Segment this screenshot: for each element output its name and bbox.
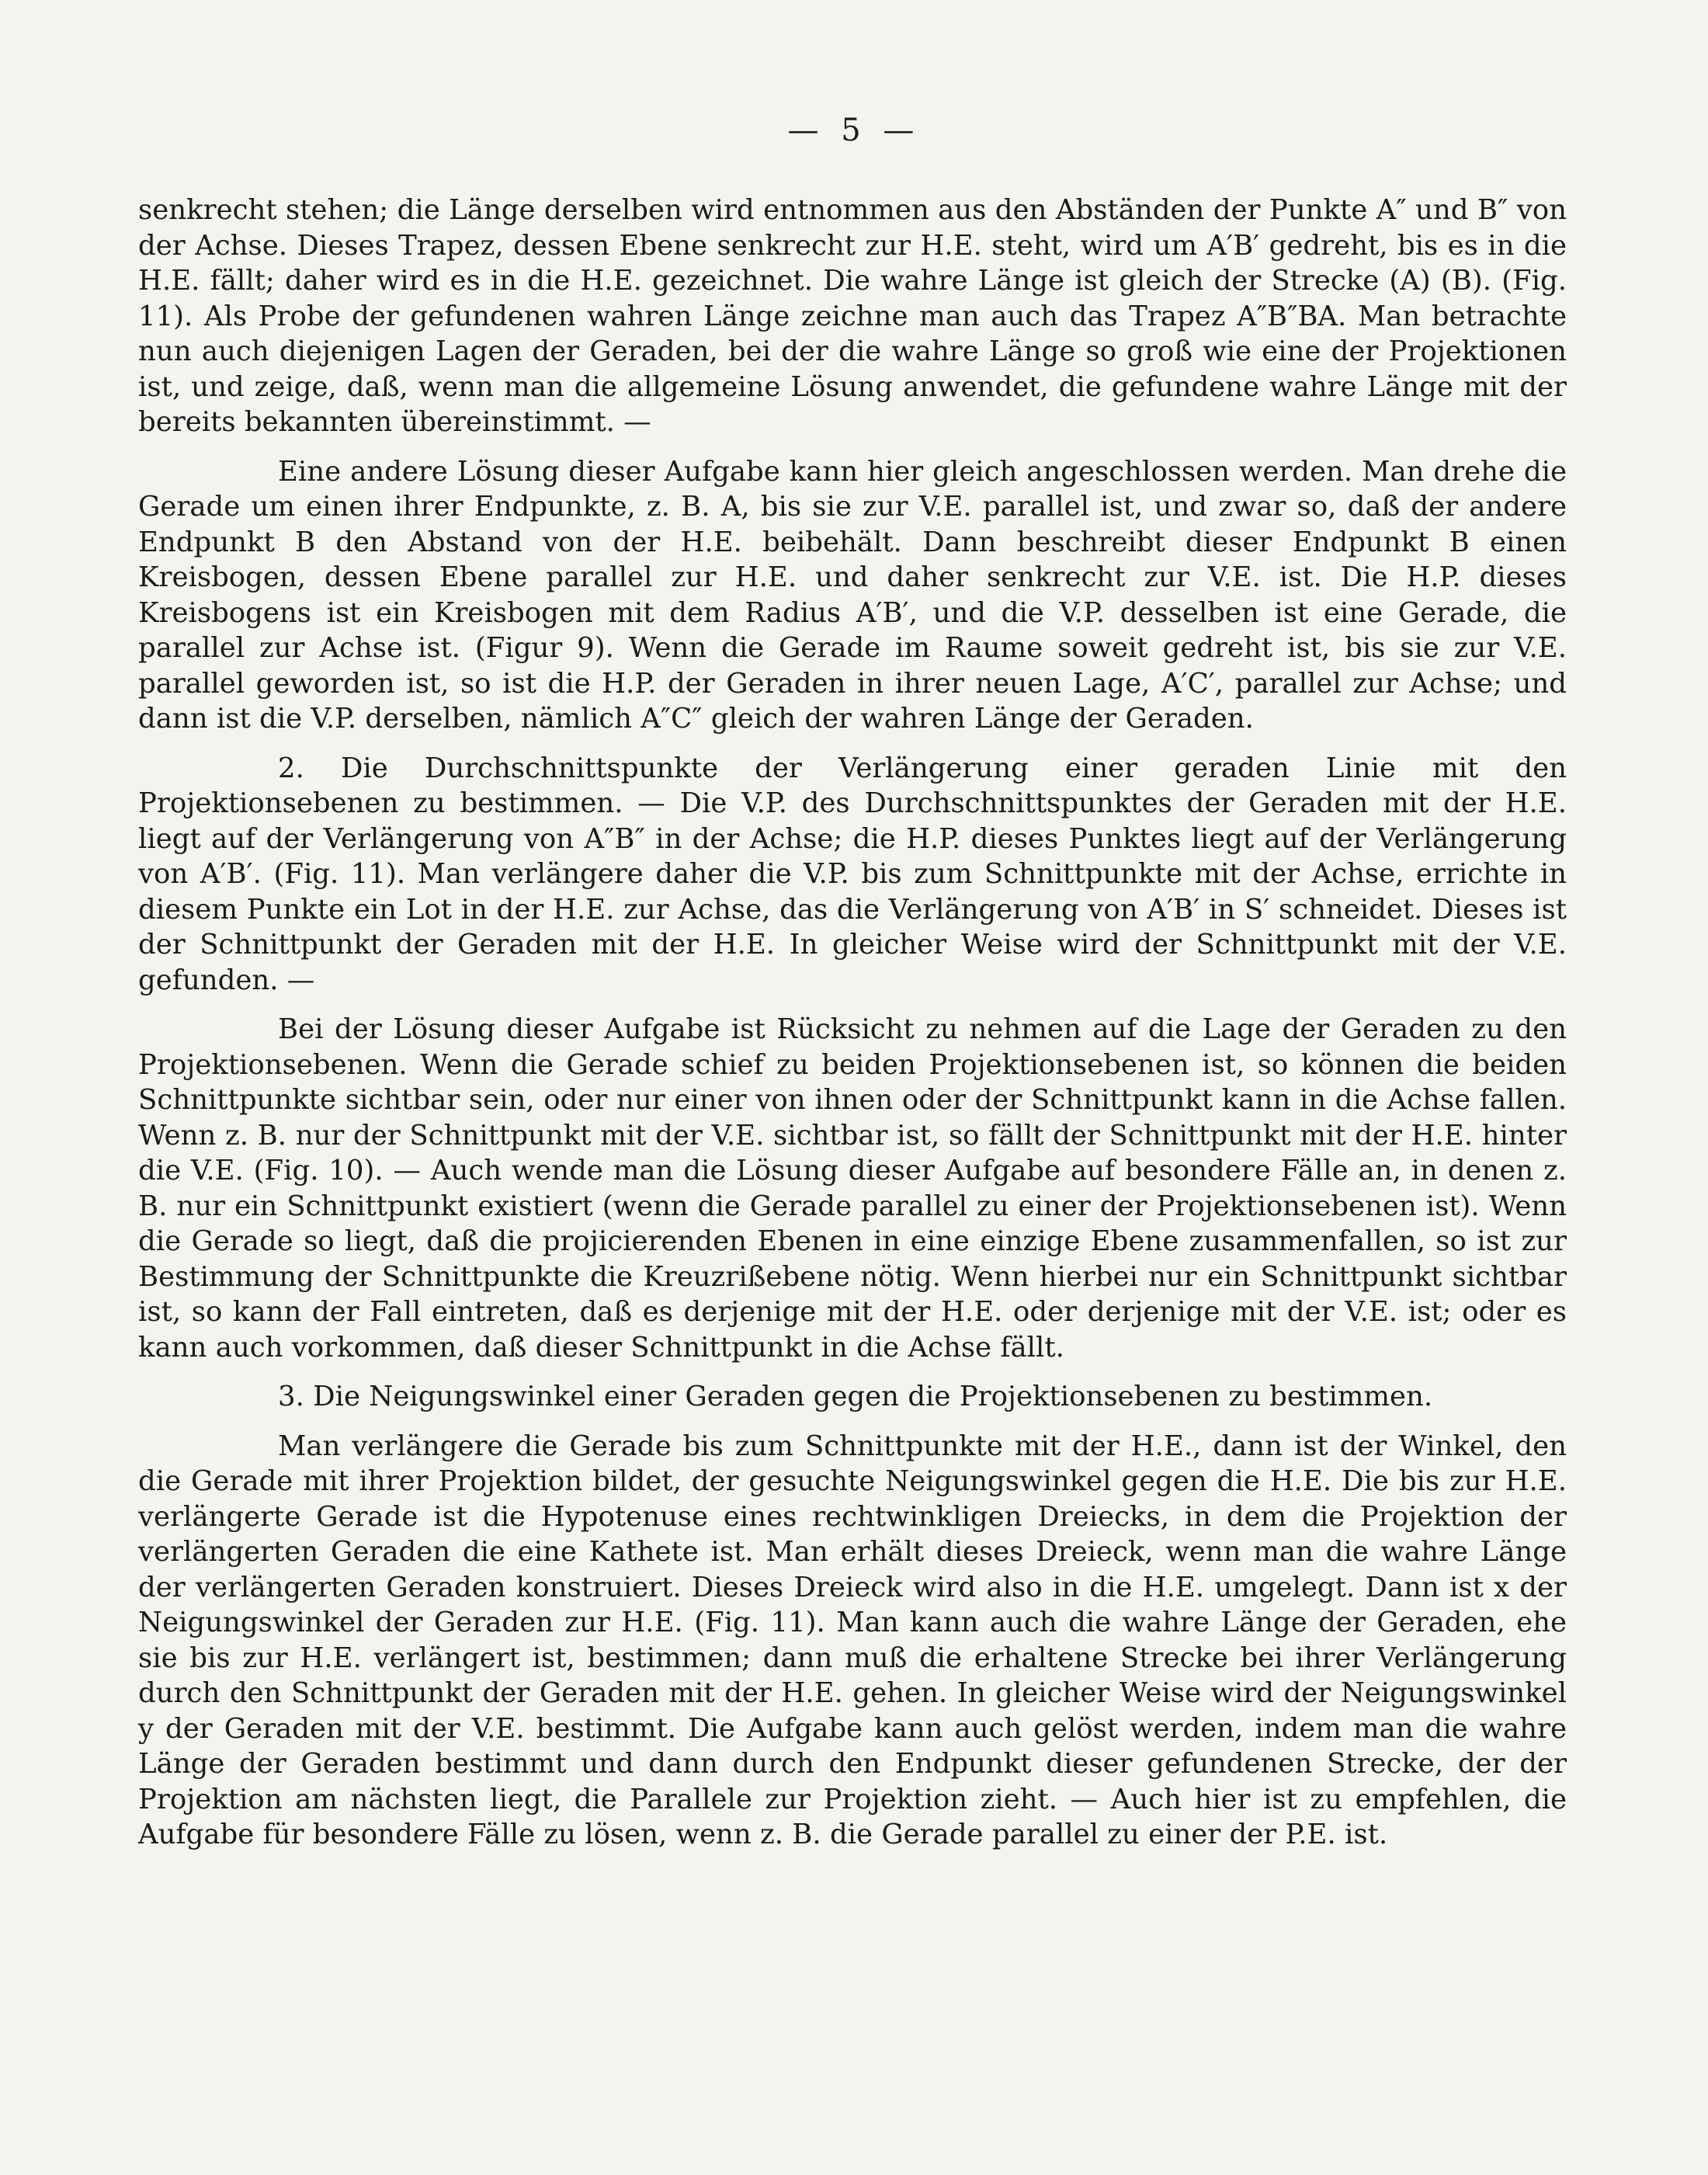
body-text	[138, 193, 1567, 1853]
paragraph-alternative-solution: Eine andere Lösung dieser Aufgabe kann hier gleich angeschlossen werden. Man drehe die Gerade um einen ihrer Endpunkte, z. B. A, bis sie zur V.E. parallel ist, und zwar so, daß der andere Endpunkt B den Abstand von der H.E. beibehält. Dann beschreibt dieser Endpunkt B einen Kreisbogen, dessen Ebene parallel zur H.E. und daher senkrecht zur V.E. ist. Die H.P. dieses Kreisbogens ist ein Kreisbogen mit dem Radius A′B′, und die V.P. desselben ist eine Gerade, die parallel zur Achse ist. (Figur 9). Wenn die Gerade im Raume soweit gedreht ist, bis sie zur V.E. parallel geworden ist, so ist die H.P. der Geraden in ihrer neuen Lage, A′C′, parallel zur Achse; und dann ist die V.P. derselben, nämlich A″C″ gleich der wahren Länge der Geraden.	[138, 455, 1567, 735]
paragraph-task-3-solution: Man verlängere die Gerade bis zum Schnittpunkte mit der H.E., dann ist der Winkel, den die Gerade mit ihrer Projektion bildet, der gesuchte Neigungswinkel gegen die H.E. Die bis zur H.E. verlängerte Gerade ist die Hypotenuse eines rechtwinkligen Dreiecks, in dem die Projektion der verlängerten Geraden die eine Kathete ist. Man erhält dieses Dreieck, wenn man die wahre Länge der verlängerten Geraden konstruiert. Dieses Dreieck wird also in die H.E. umgelegt. Dann ist x der Neigungswinkel der Geraden zur H.E. (Fig. 11). Man kann auch die wahre Länge der Geraden, ehe sie bis zur H.E. verlängert ist, bestimmen; dann muß die erhaltene Strecke bei ihrer Verlängerung durch den Schnittpunkt der Geraden mit der H.E. gehen. In gleicher Weise wird der Neigungswinkel y der Geraden mit der V.E. bestimmt. Die Aufgabe kann auch gelöst werden, indem man die wahre Länge der Geraden bestimmt und dann durch den Endpunkt dieser gefundenen Strecke, der der Projektion am nächsten liegt, die Parallele zur Projektion zieht. — Auch hier ist zu empfehlen, die Aufgabe für besondere Fälle zu lösen, wenn z. B. die Gerade parallel zu einer der P.E. ist.	[138, 1430, 1567, 1850]
paragraph-continuation: senkrecht stehen; die Länge derselben wird entnommen aus den Abständen der Punkte A″ und B″ von der Achse. Dieses Trapez, dessen Ebene senkrecht zur H.E. steht, wird um A′B′ gedreht, bis es in die H.E. fällt; daher wird es in die H.E. gezeichnet. Die wahre Länge ist gleich der Strecke (A) (B). (Fig. 11). Als Probe der gefundenen wahren Länge zeichne man auch das Trapez A″B″BA. Man betrachte nun auch diejenigen Lagen der Geraden, bei der die wahre Länge so groß wie eine der Projektionen ist, und zeige, daß, wenn man die allgemeine Lösung anwendet, die gefundene wahre Länge mit der bereits bekannten übereinstimmt. —	[138, 194, 1567, 438]
paragraph-task-2-discussion: Bei der Lösung dieser Aufgabe ist Rücksicht zu nehmen auf die Lage der Geraden zu den Projektionsebenen. Wenn die Gerade schief zu beiden Projektionsebenen ist, so können die beiden Schnittpunkte sichtbar sein, oder nur einer von ihnen oder der Schnittpunkt kann in die Achse fallen. Wenn z. B. nur der Schnittpunkt mit der V.E. sichtbar ist, so fällt der Schnittpunkt mit der H.E. hinter die V.E. (Fig. 10). — Auch wende man die Lösung dieser Aufgabe auf besondere Fälle an, in denen z. B. nur ein Schnittpunkt existiert (wenn die Gerade parallel zu einer der Projektionsebenen ist). Wenn die Gerade so liegt, daß die projicierenden Ebenen in eine einzige Ebene zusammenfallen, so ist zur Bestimmung der Schnittpunkte die Kreuzrißebene nötig. Wenn hierbei nur ein Schnittpunkt sichtbar ist, so kann der Fall eintreten, daß es derjenige mit der H.E. oder derjenige mit der V.E. ist; oder es kann auch vorkommen, daß dieser Schnittpunkt in die Achse fällt.	[138, 1013, 1567, 1364]
page-number: — 5 —	[787, 113, 921, 148]
paragraph-task-2: 2. Die Durchschnittspunkte der Verlängerung einer geraden Linie mit den Projektionsebenen zu bestimmen. — Die V.P. des Durchschnittspunktes der Geraden mit der H.E. liegt auf der Verlängerung von A″B″ in der Achse; die H.P. dieses Punktes liegt auf der Verlängerung von A′B′. (Fig. 11). Man verlängere daher die V.P. bis zum Schnittpunkte mit der Achse, errichte in diesem Punkte ein Lot in der H.E. zur Achse, das die Verlängerung von A′B′ in S′ schneidet. Dieses ist der Schnittpunkt der Geraden mit der H.E. In gleicher Weise wird der Schnittpunkt mit der V.E. gefunden. —	[138, 752, 1567, 996]
heading-task-3: 3. Die Neigungswinkel einer Geraden gegen die Projektionsebenen zu bestimmen.	[278, 1381, 1433, 1412]
